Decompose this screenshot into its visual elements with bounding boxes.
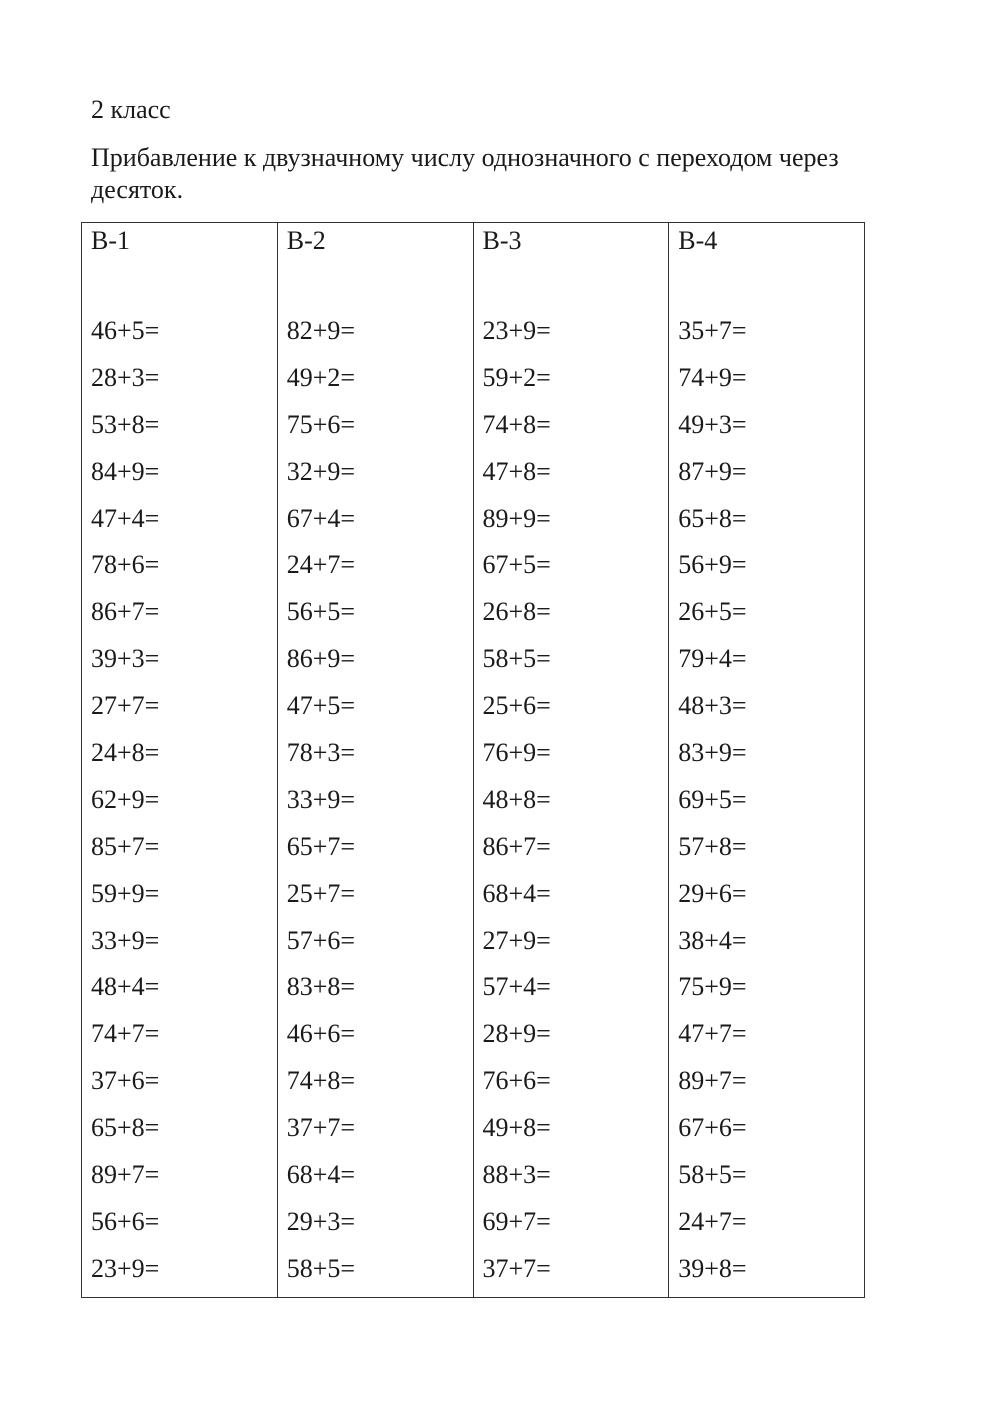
example-item: 83+9=: [678, 738, 747, 768]
example-item: 26+5=: [678, 597, 747, 627]
example-item: 24+8=: [91, 738, 160, 768]
example-item: 75+6=: [286, 409, 356, 439]
example-item: 67+4=: [286, 503, 356, 533]
example-item: 78+6=: [91, 550, 160, 580]
example-item: 57+6=: [286, 925, 356, 955]
example-item: 32+9=: [286, 456, 356, 486]
example-item: 48+3=: [678, 691, 747, 721]
example-item: 29+6=: [678, 878, 747, 908]
example-item: 82+9=: [286, 316, 356, 345]
example-item: 76+9=: [482, 738, 551, 768]
example-item: 79+4=: [678, 644, 747, 674]
example-item: 57+4=: [482, 972, 551, 1002]
example-item: 37+6=: [91, 1066, 160, 1096]
example-item: 59+9=: [91, 878, 160, 908]
example-item: 67+5=: [482, 550, 551, 580]
example-item: 86+9=: [286, 644, 356, 674]
example-item: 47+7=: [678, 1019, 747, 1049]
variant-title: В-3: [482, 226, 522, 255]
example-item: 28+9=: [482, 1019, 551, 1049]
example-item: 76+6=: [482, 1066, 551, 1096]
example-item: 33+9=: [91, 925, 160, 955]
example-item: 58+5=: [678, 1160, 747, 1190]
variant-column: [82, 223, 277, 1297]
example-item: 37+7=: [286, 1113, 356, 1143]
examples-list: [483, 315, 551, 1300]
example-item: 25+6=: [482, 691, 551, 721]
example-item: 74+7=: [91, 1019, 160, 1049]
examples-list: [678, 315, 746, 1300]
example-item: 68+4=: [286, 1160, 356, 1190]
topic-title: Прибавление к двузначному числу однозначного с переходом через десяток.: [91, 143, 839, 204]
example-item: 29+3=: [286, 1206, 356, 1236]
variant-title: В-4: [678, 226, 718, 255]
example-item: 57+8=: [678, 831, 747, 861]
variant-title: В-2: [286, 226, 326, 255]
examples-list: [287, 315, 355, 1300]
example-item: 48+8=: [482, 784, 551, 814]
example-item: 86+7=: [482, 831, 551, 861]
example-item: 84+9=: [91, 456, 160, 486]
example-item: 68+4=: [482, 878, 551, 908]
example-item: 65+8=: [678, 503, 747, 533]
example-item: 89+7=: [678, 1066, 747, 1096]
example-item: 56+5=: [286, 597, 356, 627]
example-item: 83+8=: [286, 972, 356, 1002]
example-item: 58+5=: [286, 1253, 356, 1283]
example-item: 56+9=: [678, 550, 747, 580]
example-item: 85+7=: [91, 831, 160, 861]
example-item: 35+7=: [678, 316, 747, 345]
example-item: 46+5=: [91, 316, 160, 345]
example-item: 33+9=: [286, 784, 356, 814]
example-item: 65+8=: [91, 1113, 160, 1143]
example-item: 49+3=: [678, 409, 747, 439]
example-item: 75+9=: [678, 972, 747, 1002]
example-item: 47+4=: [91, 503, 160, 533]
example-item: 47+8=: [482, 456, 551, 486]
variant-column: [473, 223, 669, 1297]
example-item: 69+7=: [482, 1206, 551, 1236]
example-item: 69+5=: [678, 784, 747, 814]
example-item: 38+4=: [678, 925, 747, 955]
variant-column: [277, 223, 473, 1297]
example-item: 53+8=: [91, 409, 160, 439]
example-item: 65+7=: [286, 831, 356, 861]
example-item: 24+7=: [286, 550, 356, 580]
example-item: 25+7=: [286, 878, 356, 908]
variant-title: В-1: [91, 226, 130, 255]
example-item: 59+2=: [482, 362, 551, 392]
grade-label: 2 класс: [91, 95, 171, 124]
example-item: 88+3=: [482, 1160, 551, 1190]
example-item: 78+3=: [286, 738, 356, 768]
example-item: 49+2=: [286, 362, 356, 392]
example-item: 86+7=: [91, 597, 160, 627]
example-item: 48+4=: [91, 972, 160, 1002]
variant-column: [668, 223, 864, 1297]
example-item: 62+9=: [91, 784, 160, 814]
example-item: 39+3=: [91, 644, 160, 674]
example-item: 58+5=: [482, 644, 551, 674]
examples-list: [91, 315, 159, 1300]
example-item: 47+5=: [286, 691, 356, 721]
example-item: 26+8=: [482, 597, 551, 627]
example-item: 28+3=: [91, 362, 160, 392]
example-item: 49+8=: [482, 1113, 551, 1143]
example-item: 89+7=: [91, 1160, 160, 1190]
example-item: 74+8=: [286, 1066, 356, 1096]
example-item: 23+9=: [482, 316, 551, 345]
example-item: 74+9=: [678, 362, 747, 392]
example-item: 87+9=: [678, 456, 747, 486]
example-item: 46+6=: [286, 1019, 356, 1049]
example-item: 39+8=: [678, 1253, 747, 1283]
example-item: 27+9=: [482, 925, 551, 955]
example-item: 23+9=: [91, 1253, 160, 1283]
example-item: 56+6=: [91, 1206, 160, 1236]
example-item: 37+7=: [482, 1253, 551, 1283]
example-item: 67+6=: [678, 1113, 747, 1143]
example-item: 89+9=: [482, 503, 551, 533]
example-item: 74+8=: [482, 409, 551, 439]
example-item: 24+7=: [678, 1206, 747, 1236]
example-item: 27+7=: [91, 691, 160, 721]
exercise-table: [81, 222, 865, 1298]
